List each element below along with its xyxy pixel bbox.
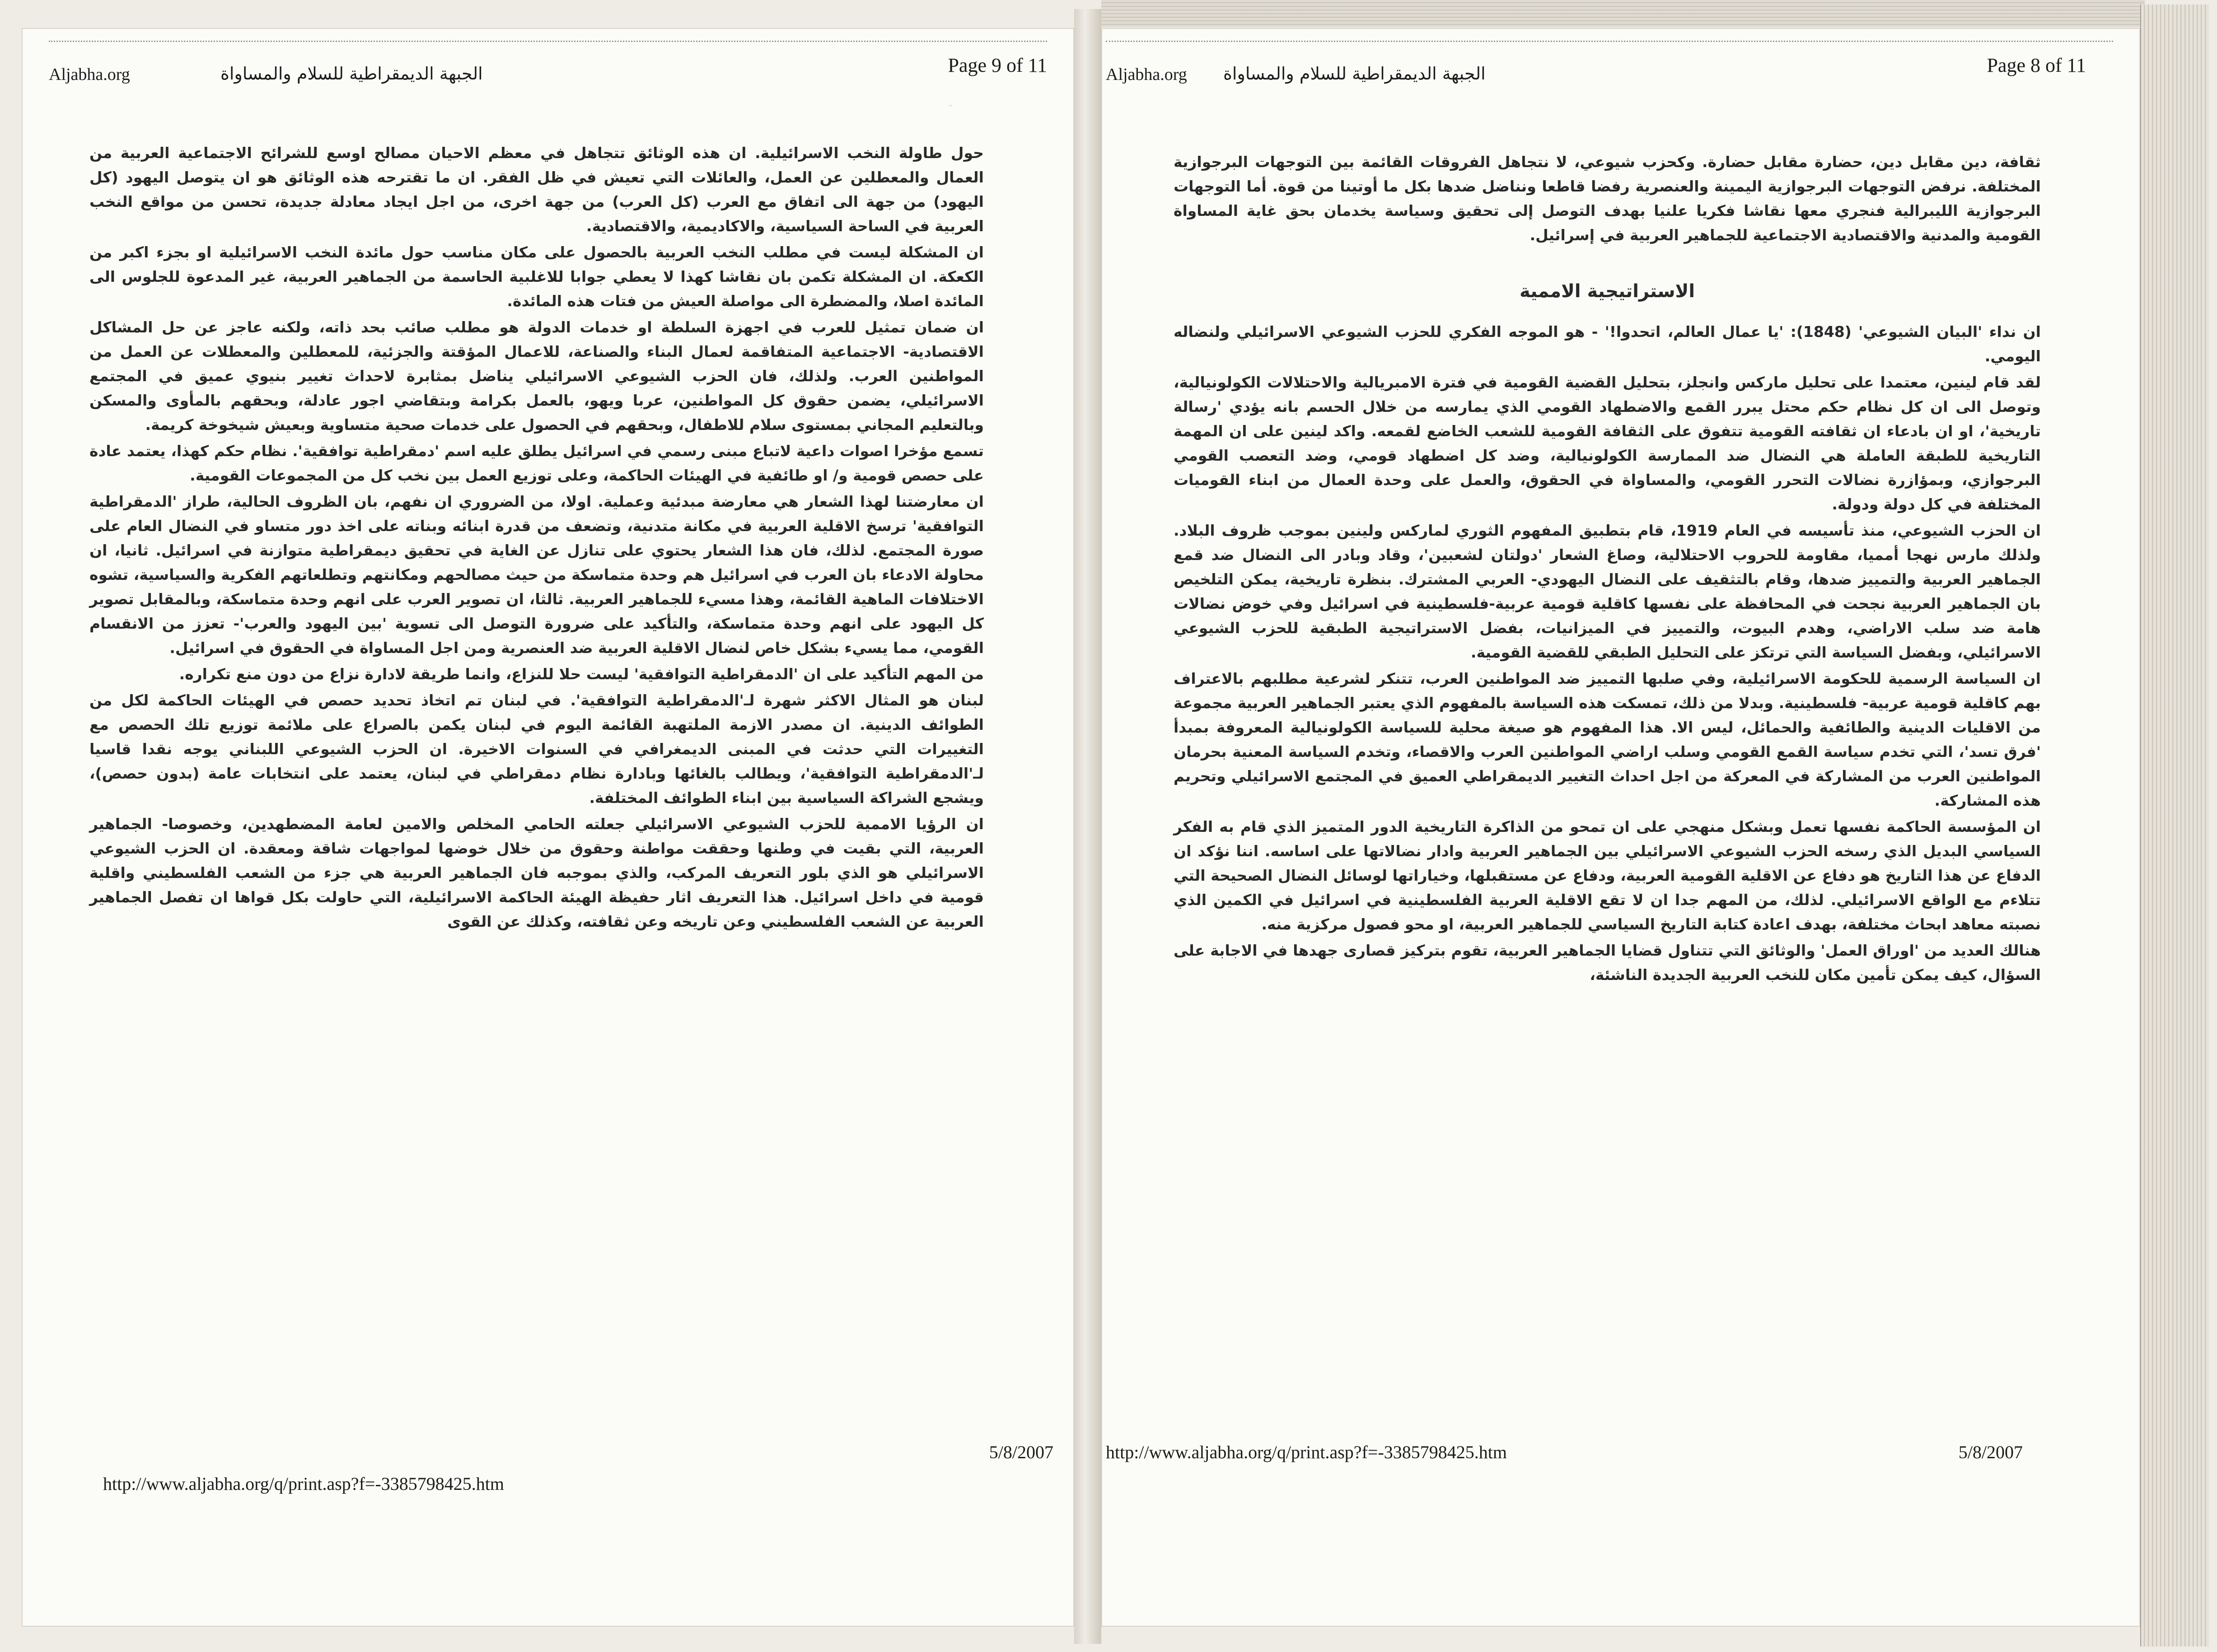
- right-page: [1101, 28, 2140, 1627]
- paragraph: ان نداء 'البيان الشيوعي' (1848): 'يا عمال العالم، اتحدوا!' - هو الموجه الفكري للحزب الشيوعي الاسرائيلي ولنضاله اليومي.: [1174, 323, 2041, 365]
- page-stack-top-edge: [1101, 0, 2145, 27]
- paragraph: ان السياسة الرسمية للحكومة الاسرائيلية، وفي صلبها التمييز ضد المواطنين العرب، تتنكر لشرعية مطلبهم بالاعتراف بهم كاقلية قومية عربية- فلسطينية. وبدلا من ذلك، تمسكت هذه السياسة بالمفهوم الذي يعتبر الجماهير العربية مجموعة من الاقليات الدينية والطائفية والحمائل، ليس الا. هذا المفهوم هو صيغة محلية للسياسة الكولونيالية المعروفة بمبدأ 'فرق تسد'، التي تخدم سياسة القمع القومي وسلب اراضي المواطنين العرب والاقصاء، وتخدم السياسة المعنية بحرمان المواطنين العرب من المشاركة في المعركة من اجل احداث التغيير الديمقراطي العميق في المجتمع الاسرائيلي وتحريم هذه المشاركة.: [1174, 670, 2041, 809]
- page-number: Page 8 of 11: [1987, 54, 2086, 76]
- print-url: http://www.aljabha.org/q/print.asp?f=-3385798425.htm: [1106, 1442, 1507, 1462]
- page-header: [1106, 41, 2113, 96]
- paragraph: ثقافة، دين مقابل دين، حضارة مقابل حضارة. وكحزب شيوعي، لا نتجاهل الفروقات القائمة بين التوجهات البرجوازية المختلفة. نرفض التوجهات البرجوازية اليمينة والعنصرية رفضا قاطعا ونناضل ضدها بكل ما أوتينا من قوة. أما التوجهات البرجوازية الليبرالية فنجري معها نقاشا فكريا علنيا بهدف التوصل إلى تحقيق وسياسة يخدمان بحق غاية المساواة القومية والمدنية والاقتصادية الاجتماعية للجماهير العربية في إسرائيل.: [1174, 153, 2041, 244]
- article-body: [89, 141, 984, 936]
- paragraph: من المهم التأكيد على ان 'الدمقراطية التوافقية' ليست حلا للنزاع، وانما طريقة لادارة نزاع من دون منع تكراره.: [179, 665, 984, 683]
- page-header: [49, 41, 1047, 96]
- paragraph: ان الحزب الشيوعي، منذ تأسيسه في العام 1919، قام بتطبيق المفهوم الثوري لماركس ولينين بموجب ظروف البلاد. ولذلك مارس نهجا أمميا، مقاومة للحروب الاحتلالية، وصاغ الشعار 'دولتان لشعبين'، وقاد وبادر الى النضال ضد قمع الجماهير العربية والتمييز ضدها، وقام بالتثقيف على النضال اليهودي- العربي المشترك. بنظرة تاريخية، يمكن التلخيص بان الجماهير العربية نجحت في المحافظة على نفسها كاقلية قومية عربية-فلسطينية في اسرائيل وفي خوض نضالات هامة ضد سلب الاراضي، وهدم البيوت، والتمييز في الميزانيات، بفضل الاستراتيجية الطبقية للحزب الشيوعي الاسرائيلي، وبفضل السياسة التي ترتكز على التحليل الطبقي للقضية القومية.: [1174, 522, 2041, 661]
- left-page: [22, 28, 1074, 1627]
- site-name: Aljabha.org: [49, 65, 130, 84]
- paragraph: ان ضمان تمثيل للعرب في اجهزة السلطة او خدمات الدولة هو مطلب صائب بحد ذاته، ولكنه عاجز عن حل المشاكل الاقتصادية- الاجتماعية المتفاقمة لعمال البناء والصناعة، للاعمال المؤقتة والجزئية، للمعطلين والمعطلات عن العمل من المواطنين العرب. ولذلك، فان الحزب الشيوعي الاسرائيلي يناضل بمثابرة لاحداث تغيير بنيوي عميق في المجتمع الاسرائيلي، يضمن حقوق كل المواطنين، عربا ويهو، بالعمل بكرامة وبتقاضي اجور عادلة، وبحقهم بالمأوى والمسكن وبالتعليم المجاني بمستوى سلام للاطفال، وبحقهم في الحصول على خدمات صحية متساوية وبعيش شيخوخة كريمة.: [89, 318, 984, 434]
- paragraph: ان معارضتنا لهذا الشعار هي معارضة مبدئية وعملية. اولا، من الضروري ان نفهم، بان الظروف الحالية، طراز 'الدمقراطية التوافقية' ترسخ الاقلية العربية في مكانة متدنية، وتضعف من قدرة ابنائه وبناته على اخذ دور متساو في النضال العام على صورة المجتمع. لذلك، فان هذا الشعار يحتوي على تنازل عن الغاية في تحقيق ديمقراطية متوازنة في اسرائيل. ثانيا، ان محاولة الادعاء بان العرب في اسرائيل هم وحدة متماسكة من حيث مصالحهم ومكانتهم وتطلعاتهم الفكرية والسياسية، تشوه الاختلافات الماهية القائمة، وهذا مسيء للجماهير العربية. ثالثا، ان تصوير العرب على انهم وحدة متماسكة، وبالمقابل تصوير كل اليهود على انهم وحدة متماسكة، والتأكيد على ضرورة التوصل الى تسوية 'بين اليهود والعرب'- تعزز من الانقسام القومي، مما يسيء بشكل خاص لنضال الاقلية العربية ضد العنصرية ومن اجل المساواة في الحقوق في اسرائيل.: [89, 493, 984, 657]
- page-stack-side-edge: [2140, 5, 2209, 1647]
- paragraph: تسمع مؤخرا اصوات داعية لاتباع مبنى رسمي في اسرائيل يطلق عليه اسم 'دمقراطية توافقية'. نظام حكم كهذا، يعتمد عادة على حصص قومية و/ او طائفية في الهيئات الحاكمة، وعلى توزيع العمل بين نخب كل من المجموعات القومية.: [89, 442, 984, 484]
- paragraph: ان الرؤيا الاممية للحزب الشيوعي الاسرائيلي جعلته الحامي المخلص والامين لعامة المضطهدين، وخصوصا- الجماهير العربية، التي بقيت في وطنها وحققت مواطنة وحقوق من خلال خوضها لمواجهات شاقة ومعقدة. ان الحزب الشيوعي الاسرائيلي هو الذي بلور التعريف المركب، والذي بموجبه فان الجماهير العربية هي جزء من الشعب الفلسطيني واقلية قومية في داخل اسرائيل. هذا التعريف اثار حفيظة الهيئة الحاكمة الاسرائيلية، التي حاولت بكل قواها ان تفصل الجماهير العربية عن الشعب الفلسطيني وعن تاريخه وعن ثقافته، وكذلك عن القوى: [89, 815, 984, 930]
- bleed-through-text: ـ: [949, 96, 952, 109]
- print-url: http://www.aljabha.org/q/print.asp?f=-3385798425.htm: [103, 1474, 504, 1494]
- print-date: 5/8/2007: [989, 1442, 1053, 1462]
- paragraph: لبنان هو المثال الاكثر شهرة لـ'الدمقراطية التوافقية'. في لبنان تم اتخاذ تحديد حصص في الهيئات الحاكمة لكل من الطوائف الدينية. ان مصدر الازمة الملتهبة القائمة اليوم في لبنان يكمن بالصراع على ملائمة توزيع تلك الحصص مع التغييرات التي حدثت في المبنى الديمغرافي في السنوات الاخيرة. ان الحزب الشيوعي اللبناني يوجه نقدا قاسيا لـ'الدمقراطية التوافقية'، ويطالب بالغائها وبادارة نظام دمقراطي في لبنان، يعتمد على انتخابات عامة (بدون حصص)، ويشجع الشراكة السياسية بين ابناء الطوائف المختلفة.: [89, 691, 984, 807]
- paragraph: لقد قام لينين، معتمدا على تحليل ماركس وانجلز، بتحليل القضية القومية في فترة الامبريالية والاحتلالات الكولونيالية، وتوصل الى ان كل نظام حكم محتل يبرر القمع والاضطهاد القومي الذي يمارسه من خلال الحسم بانه يؤدي 'رسالة تاريخية'، او ان بادعاء ان ثقافته القومية تتفوق على الثقافة القومية للشعب الخاضع لقمعه. واكد لينين على ان المهمة التاريخية للطبقة العاملة هي النضال ضد الممارسة الكولونيالية، وضد كل اضطهاد قومي، وضد التعصب القومي البرجوازي، وبمؤازرة نضالات التحرر القومي، والمساواة في الحقوق، والعمل على وحدة العمال من ابناء القوميات المختلفة في كل دولة ودولة.: [1174, 373, 2041, 513]
- site-name: Aljabha.org: [1106, 65, 1187, 84]
- organization-title: الجبهة الديمقراطية للسلام والمساواة: [220, 64, 483, 84]
- paragraph: ان المشكلة ليست في مطلب النخب العربية بالحصول على مكان مناسب حول مائدة النخب الاسرائيلية او بجزء اكبر من الكعكة. ان المشكلة تكمن بان نقاشا كهذا لا يعطي جوابا للاغلبية الحاسمة من الجماهير العربية، غير المدعوة للجلوس الى المائدة اصلا، والمضطرة الى مواصلة العيش من فتات هذه المائدة.: [89, 243, 984, 310]
- paragraph: حول طاولة النخب الاسرائيلية. ان هذه الوثائق تتجاهل في معظم الاحيان مصالح اوسع للشرائح الاجتماعية العربية من العمال والمعطلين عن العمل، والعائلات التي تعيش في ظل الفقر. ان ما تقترحه هذه الوثائق هو ان يتوصل اليهود (كل اليهود) من جهة الى اتفاق مع العرب (كل العرب) من جهة اخرى، من اجل ايجاد معادلة جديدة، تحسن من مواقع النخب العربية في الساحة السياسية، والاكاديمية، والاقتصادية.: [89, 144, 984, 235]
- paragraph: هنالك العديد من 'اوراق العمل' والوثائق التي تتناول قضايا الجماهير العربية، تقوم بتركيز قصارى جهدها في الاجابة على السؤال، كيف يمكن تأمين مكان للنخب العربية الجديدة الناشئة،: [1174, 942, 2041, 984]
- article-body: [1174, 150, 2041, 989]
- paragraph: ان المؤسسة الحاكمة نفسها تعمل وبشكل منهجي على ان تمحو من الذاكرة التاريخية الدور المتميز الذي قام به الفكر السياسي البديل الذي رسخه الحزب الشيوعي الاسرائيلي بين الجماهير العربية وادار نضالاتها على اساسه. اننا نؤكد ان الدفاع عن هذا التاريخ هو دفاع عن الاقلية القومية العربية، ودفاع عن مستقبلها، وخياراتها لوسائل النضال الصحيحة التي تتلاءم مع الواقع الاسرائيلي. لذلك، من المهم جدا ان لا تقع الاقلية العربية الفلسطينية في اسرائيل في الكمين الذي نصبته معاهد ابحاث مختلفة، بهدف اعادة كتابة التاريخ السياسي للجماهير العربية، او محو فصول مركزية منه.: [1174, 818, 2041, 933]
- book-gutter: [1074, 9, 1101, 1644]
- organization-title: الجبهة الديمقراطية للسلام والمساواة: [1223, 64, 1486, 84]
- page-number: Page 9 of 11: [948, 54, 1047, 76]
- print-date: 5/8/2007: [1958, 1442, 2023, 1462]
- section-heading: الاستراتيجية الاممية: [1519, 281, 1695, 302]
